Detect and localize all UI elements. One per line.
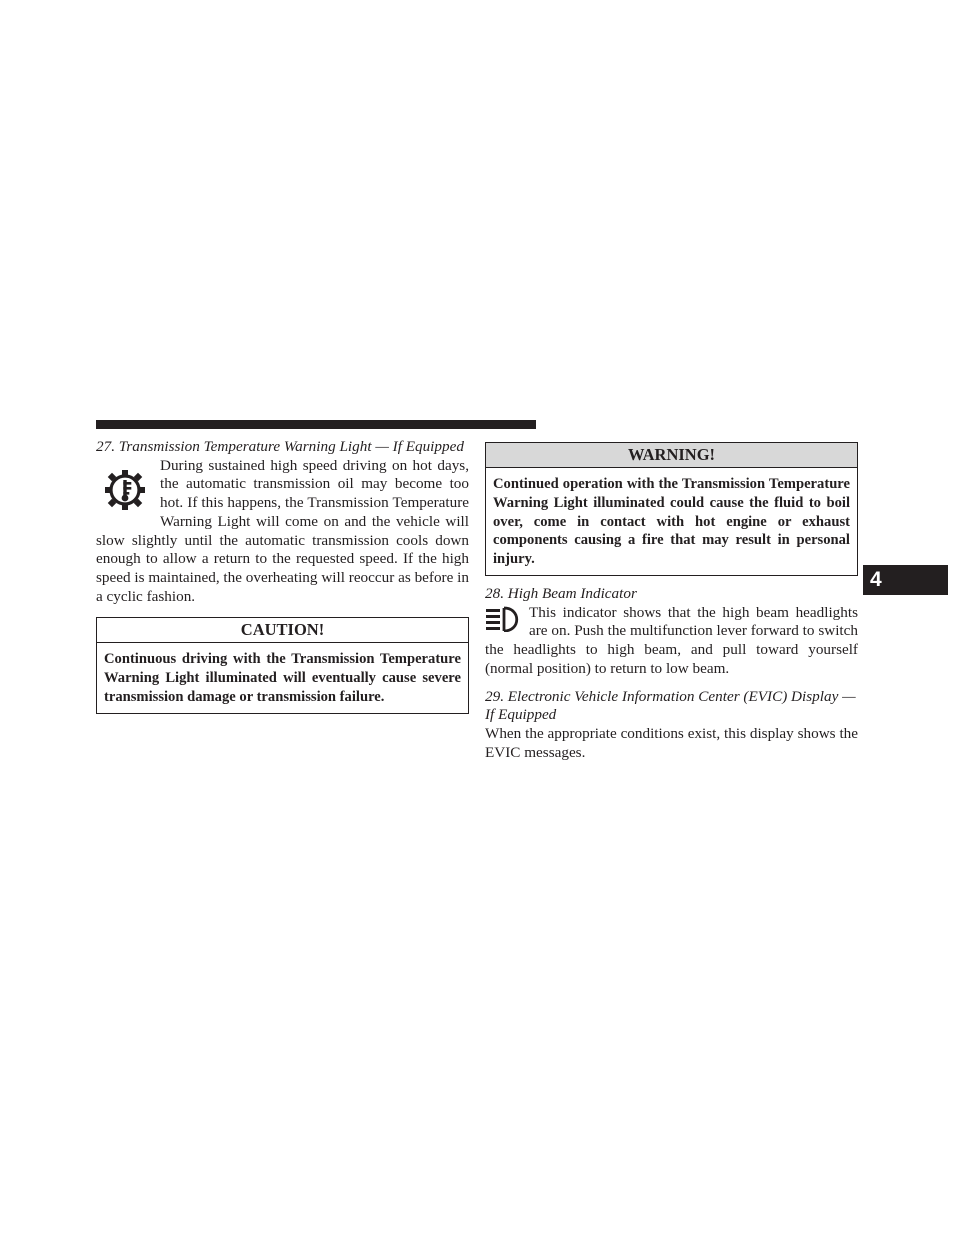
caution-title: CAUTION! [97,618,468,643]
right-column [485,438,858,762]
warning-box [485,442,858,576]
caution-body: Continuous driving with the Transmission Temperature Warning Light illuminated will eventually cause severe transmission damage or transmission failure. [104,651,461,705]
chapter-tab: 4 [863,565,948,595]
warning-title: WARNING! [486,443,857,468]
section-29-heading: 29. Electronic Vehicle Information Center (EVIC) Display — If Equipped [485,687,856,724]
section-29-body: When the appropriate conditions exist, this display shows the EVIC messages. [485,724,858,761]
section-27-body: During sustained high speed driving on hot days, the automatic transmission oil may become too hot. If this happens, the Transmission Temperature Warning Light will come on and the vehicle will slow slightly until the automatic transmission cools down enough to allow a return to the requested speed. If the high speed is maintained, the overheating will reoccur as before in a cyclic fashion. [96,456,469,605]
warning-body: Continued operation with the Transmission Temperature Warning Light illuminated could cause the fluid to boil over, come in contact with hot engine or exhaust components causing a fire that may result in personal injury. [493,476,850,568]
caution-box [96,617,469,713]
left-column [96,438,469,714]
section-27-heading: 27. Transmission Temperature Warning Light — If Equipped [96,438,464,455]
transmission-temperature-icon [96,460,154,518]
header-rule [96,420,536,429]
high-beam-icon [485,606,523,632]
section-28-body: This indicator shows that the high beam headlights are on. Push the multifunction lever forward to switch the headlights to high beam, and pull toward yourself (normal position) to return to low beam. [485,603,858,677]
section-28-heading: 28. High Beam Indicator [485,584,637,602]
